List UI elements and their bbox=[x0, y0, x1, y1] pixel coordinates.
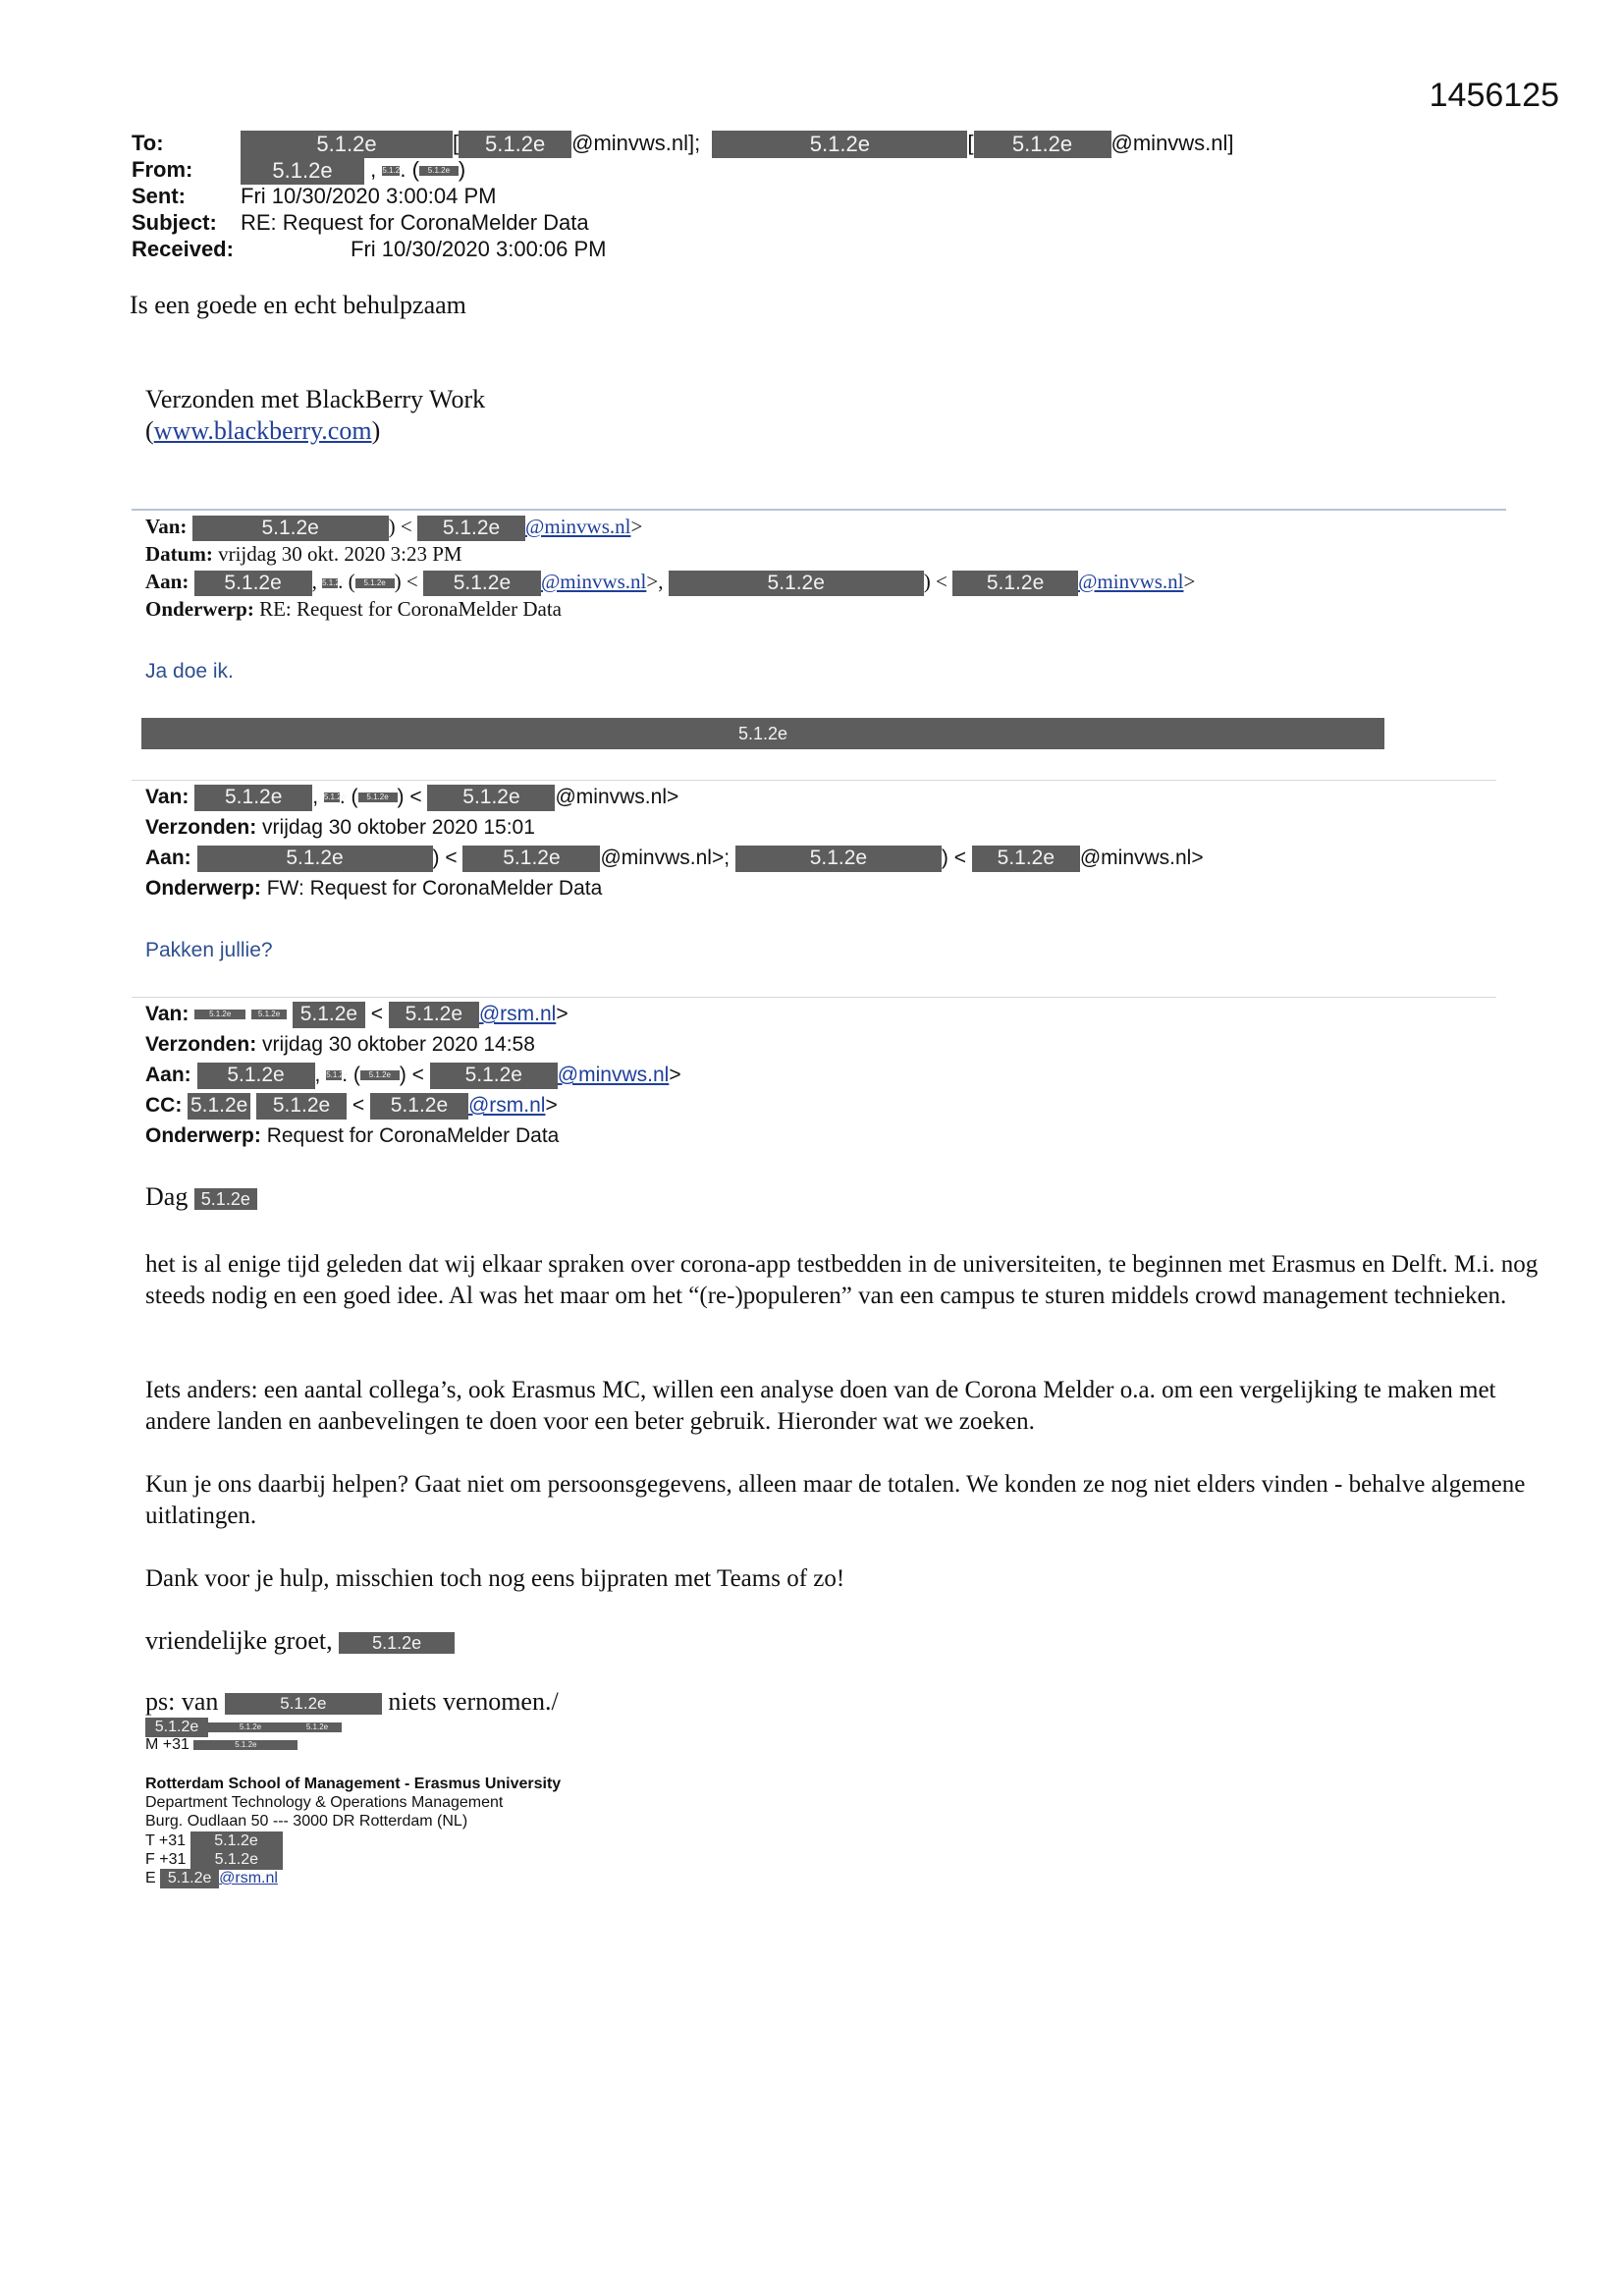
email-link[interactable]: @minvws.nl bbox=[557, 1064, 670, 1086]
redaction-box: 5.1.2e bbox=[358, 793, 398, 802]
redaction-box: 5.1.2e bbox=[370, 1093, 468, 1119]
redaction-box: 5.1.2e bbox=[462, 846, 600, 871]
redaction-box: 5.1.2e bbox=[197, 846, 433, 871]
sent-value: Fri 10/30/2020 3:00:04 PM bbox=[241, 184, 497, 208]
redaction-box: 5.1.2e bbox=[241, 157, 364, 185]
closing-text: vriendelijke groet, bbox=[145, 1626, 333, 1655]
ps-suffix: niets vernomen./ bbox=[388, 1687, 559, 1716]
redaction-box: 5.1.2e bbox=[293, 1722, 342, 1732]
outer-body: Is een goede en echt behulpzaam bbox=[130, 291, 466, 319]
email-link[interactable]: @minvws.nl bbox=[540, 570, 647, 593]
redaction-box: 5.1.2e bbox=[190, 1831, 283, 1851]
from-value: 5.1.2e , 5.1.2e. ( 5.1.2e ) bbox=[241, 156, 465, 185]
msg4-aan: Aan: 5.1.2e , 5.1.2e. ( 5.1.2e ) < 5.1.2e @minvws.nl> bbox=[145, 1060, 681, 1090]
msg2-van: Van: 5.1.2e ) < 5.1.2e @minvws.nl> bbox=[145, 513, 642, 541]
onderwerp-label: Onderwerp: bbox=[145, 597, 254, 621]
divider bbox=[132, 997, 1496, 998]
blackberry-signature: Verzonden met BlackBerry Work bbox=[145, 385, 486, 413]
redaction-box: 5.1.2e bbox=[256, 1093, 347, 1119]
signature-fax bbox=[145, 1850, 283, 1870]
redaction-box: 5.1.2e bbox=[974, 131, 1111, 158]
redaction-box: 5.1.2e bbox=[208, 1722, 293, 1732]
datum-label: Datum: bbox=[145, 542, 213, 566]
to-domain-1: @minvws.nl]; bbox=[571, 131, 701, 155]
msg4-onderwerp bbox=[145, 1121, 559, 1151]
msg2-onderwerp bbox=[145, 595, 562, 623]
sender-name-redacted bbox=[145, 1718, 342, 1737]
onderwerp-value: FW: Request for CoronaMelder Data bbox=[266, 877, 603, 900]
mobile-prefix: M +31 bbox=[145, 1736, 189, 1753]
redaction-box: 5.1.2e bbox=[322, 578, 345, 588]
redaction-box: 5.1.2e bbox=[423, 571, 541, 596]
redaction-box: 5.1.2e bbox=[194, 571, 312, 596]
paragraph-2: Iets anders: een aantal collega’s, ook Erasmus MC, willen een analyse doen van de Corona Melder o.a. om een vergelijking te maken met andere landen en aanbevelingen te doen voor een beter gebruik. Hieronder wat we zoeken. bbox=[145, 1377, 1496, 1435]
blackberry-link[interactable]: www.blackberry.com bbox=[153, 416, 372, 445]
ps-prefix: ps: van bbox=[145, 1687, 219, 1716]
to-domain-2: @minvws.nl] bbox=[1110, 131, 1234, 155]
redaction-box: 5.1.2e bbox=[193, 1740, 298, 1750]
signature-org: Rotterdam School of Management - Erasmus University bbox=[145, 1776, 562, 1792]
redaction-box: 5.1.2e bbox=[225, 1693, 382, 1714]
redaction-box: 5.1.2e bbox=[197, 1063, 315, 1088]
van-label: Van: bbox=[145, 786, 189, 808]
aan-label: Aan: bbox=[145, 570, 189, 593]
redaction-box: 5.1.2e bbox=[952, 571, 1078, 596]
redaction-box: 5.1.2e bbox=[430, 1063, 558, 1088]
email-domain: @minvws.nl> bbox=[555, 786, 679, 808]
to-label: To: bbox=[132, 131, 164, 155]
from-label: From: bbox=[132, 157, 193, 182]
email-link[interactable]: @minvws.nl bbox=[525, 515, 631, 538]
signature-address: Burg. Oudlaan 50 --- 3000 DR Rotterdam (NL) bbox=[145, 1813, 468, 1830]
signature-dept: Department Technology & Operations Management bbox=[145, 1794, 504, 1811]
van-label: Van: bbox=[145, 515, 188, 538]
msg4-van: Van: 5.1.2e 5.1.2e 5.1.2e < 5.1.2e @rsm.nl> bbox=[145, 999, 568, 1029]
to-value: 5.1.2e [ 5.1.2e @minvws.nl]; 5.1.2e [ 5.1.2e @minvws.nl] bbox=[241, 130, 1234, 158]
email-link[interactable]: @rsm.nl bbox=[467, 1094, 546, 1117]
redaction-box: 5.1.2e bbox=[419, 166, 459, 176]
datum-value: vrijdag 30 okt. 2020 3:23 PM bbox=[218, 542, 462, 566]
redaction-box: 5.1.2e bbox=[194, 1010, 245, 1019]
redaction-box: 5.1.2e bbox=[972, 846, 1080, 871]
paragraph-3: Kun je ons daarbij helpen? Gaat niet om persoonsgegevens, alleen maar de totalen. We konden ze nog niet elders vinden - behalve algemene uitlatingen. bbox=[145, 1471, 1526, 1529]
redaction-box: 5.1.2e bbox=[360, 1070, 400, 1080]
msg2-body: Ja doe ik. bbox=[145, 660, 234, 683]
onderwerp-label: Onderwerp: bbox=[145, 877, 261, 900]
email-link[interactable]: @minvws.nl bbox=[1078, 570, 1184, 593]
subject-value: RE: Request for CoronaMelder Data bbox=[241, 210, 589, 235]
redaction-box: 5.1.2e bbox=[194, 1188, 257, 1211]
msg2-datum bbox=[145, 540, 462, 568]
redaction-box: 5.1.2e bbox=[251, 1010, 287, 1019]
redaction-box: 5.1.2e bbox=[241, 131, 453, 158]
msg3-body: Pakken jullie? bbox=[145, 939, 273, 961]
redaction-box: 5.1.2e bbox=[382, 166, 405, 176]
onderwerp-label: Onderwerp: bbox=[145, 1124, 261, 1147]
sent-label: Sent: bbox=[132, 184, 186, 208]
verzonden-label: Verzonden: bbox=[145, 816, 257, 839]
received-value: Fri 10/30/2020 3:00:06 PM bbox=[351, 237, 607, 261]
redaction-box: 5.1.2e bbox=[459, 131, 571, 158]
verzonden-value: vrijdag 30 oktober 2020 14:58 bbox=[262, 1033, 535, 1056]
redaction-box: 5.1.2e bbox=[323, 793, 347, 802]
van-label: Van: bbox=[145, 1003, 189, 1025]
email-prefix: E bbox=[145, 1870, 156, 1887]
redaction-box: 5.1.2e bbox=[188, 1093, 250, 1119]
subject-label: Subject: bbox=[132, 210, 217, 235]
aan-label: Aan: bbox=[145, 1064, 191, 1086]
redaction-box: 5.1.2e bbox=[293, 1002, 365, 1027]
redaction-box: 5.1.2e bbox=[355, 578, 395, 588]
email-domain: @minvws.nl>; bbox=[600, 847, 731, 869]
msg3-verzonden bbox=[145, 812, 535, 843]
divider bbox=[132, 780, 1496, 781]
signature-phone bbox=[145, 1831, 283, 1851]
redaction-box: 5.1.2e bbox=[192, 516, 389, 541]
msg4-verzonden bbox=[145, 1029, 535, 1060]
redaction-box: 5.1.2e bbox=[326, 1070, 349, 1080]
greeting-text: Dag bbox=[145, 1182, 189, 1211]
redaction-box: 5.1.2e bbox=[145, 1718, 208, 1737]
redaction-box: 5.1.2e bbox=[669, 571, 924, 596]
redaction-box: 5.1.2e bbox=[389, 1002, 479, 1027]
postscript bbox=[145, 1687, 559, 1717]
redaction-box: 5.1.2e bbox=[190, 1850, 283, 1870]
msg3-onderwerp bbox=[145, 873, 602, 903]
verzonden-value: vrijdag 30 oktober 2020 15:01 bbox=[262, 816, 535, 839]
paragraph-4: Dank voor je hulp, misschien toch nog eens bijpraten met Teams of zo! bbox=[145, 1565, 845, 1592]
email-link[interactable]: @rsm.nl bbox=[219, 1870, 278, 1887]
onderwerp-value: RE: Request for CoronaMelder Data bbox=[259, 597, 562, 621]
redaction-box: 5.1.2e bbox=[160, 1869, 219, 1888]
signature-email bbox=[145, 1869, 278, 1888]
verzonden-label: Verzonden: bbox=[145, 1033, 257, 1056]
divider bbox=[132, 509, 1506, 511]
onderwerp-value: Request for CoronaMelder Data bbox=[266, 1124, 560, 1147]
blackberry-link-line: (www.blackberry.com) bbox=[145, 416, 381, 445]
paragraph-1: het is al enige tijd geleden dat wij elkaar spraken over corona-app testbedden in de universiteiten, te beginnen met Erasmus en Delft. M.i. nog steeds nodig en een goed idee. Al was het maar om het “(re-)populeren” van een campus te sturen middels crowd management technieken. bbox=[145, 1251, 1539, 1309]
msg3-van: Van: 5.1.2e , 5.1.2e. ( 5.1.2e ) < 5.1.2e @minvws.nl> bbox=[145, 782, 678, 812]
msg4-cc: CC: 5.1.2e 5.1.2e < 5.1.2e @rsm.nl> bbox=[145, 1090, 558, 1121]
closing bbox=[145, 1626, 455, 1656]
redaction-box: 5.1.2e bbox=[712, 131, 967, 158]
aan-label: Aan: bbox=[145, 847, 191, 869]
msg2-aan: Aan: 5.1.2e , 5.1.2e. ( 5.1.2e ) < 5.1.2e @minvws.nl>, 5.1.2e ) < 5.1.2e @minvws.nl> bbox=[145, 568, 1195, 596]
email-domain: @minvws.nl> bbox=[1079, 847, 1204, 869]
redaction-banner bbox=[141, 718, 1384, 749]
cc-label: CC: bbox=[145, 1094, 183, 1117]
redaction-box: 5.1.2e bbox=[339, 1632, 455, 1655]
msg3-aan: Aan: 5.1.2e ) < 5.1.2e @minvws.nl>; 5.1.2e ) < 5.1.2e @minvws.nl> bbox=[145, 843, 1204, 873]
redaction-box: 5.1.2e bbox=[427, 785, 555, 810]
redaction-box: 5.1.2e bbox=[417, 516, 525, 541]
redaction-banner-label: 5.1.2e bbox=[737, 724, 788, 743]
document-number: 1456125 bbox=[1429, 77, 1559, 114]
mobile-line bbox=[145, 1736, 298, 1754]
greeting bbox=[145, 1182, 257, 1212]
redaction-box: 5.1.2e bbox=[735, 846, 942, 871]
phone-prefix: T +31 bbox=[145, 1832, 187, 1850]
email-link[interactable]: @rsm.nl bbox=[478, 1003, 557, 1025]
received-label: Received: bbox=[132, 237, 234, 261]
redaction-box: 5.1.2e bbox=[194, 785, 312, 810]
fax-prefix: F +31 bbox=[145, 1851, 187, 1869]
